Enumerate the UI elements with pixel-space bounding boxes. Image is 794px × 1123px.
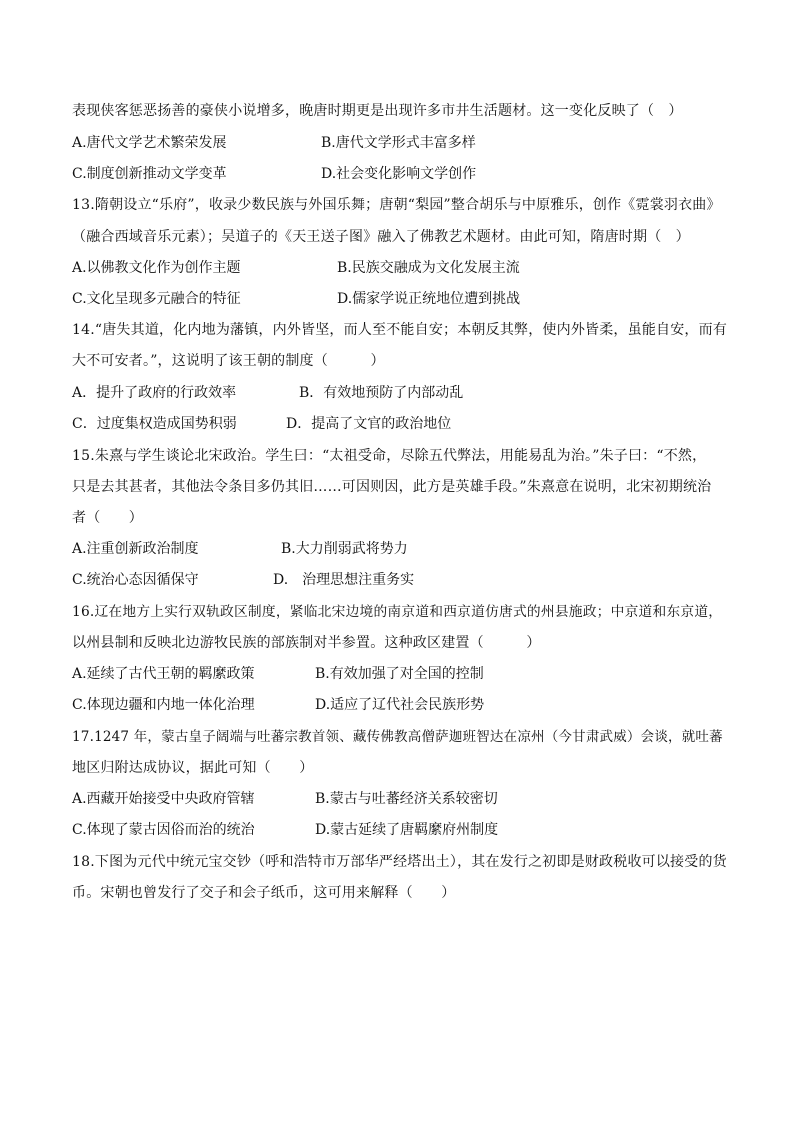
q14-stem-line-1: 14.“唐失其道，化内地为藩镇，内外皆坚，而人至不能自安；本朝反其弊，使内外皆柔，虽能自安，而有	[72, 322, 728, 338]
q16-option-b: B.有效加强了对全国的控制	[315, 666, 484, 682]
q15-option-a: A.注重创新政治制度	[72, 541, 199, 557]
q14-option-c: C．过度集权造成国势积弱	[72, 416, 237, 432]
q13-option-d: D.儒家学说正统地位遭到挑战	[337, 291, 521, 307]
q17-option-a: A.西藏开始接受中央政府管辖	[72, 791, 255, 807]
q12-stem-line: 表现侠客惩恶扬善的豪侠小说增多，晚唐时期更是出现许多市井生活题材。这一变化反映了（ ）	[72, 103, 683, 119]
q12-option-c: C.制度创新推动文学变革	[72, 166, 227, 182]
q15-stem-line-3: 者（ ）	[72, 510, 143, 526]
q12-option-b: B.唐代文学形式丰富多样	[321, 135, 476, 151]
q12-option-d: D.社会变化影响文学创作	[321, 166, 477, 182]
q12-option-a: A.唐代文学艺术繁荣发展	[72, 135, 227, 151]
q16-option-c: C.体现边疆和内地一体化治理	[72, 697, 255, 713]
q13-option-b: B.民族交融成为文化发展主流	[337, 260, 520, 276]
q13-stem-line-2: （融合西域音乐元素）；吴道子的《天王送子图》融入了佛教艺术题材。由此可知，隋唐时期（ ）	[72, 229, 690, 245]
q15-option-c: C.统治心态因循保守	[72, 572, 199, 588]
q15-stem-line-2: 只是去其甚者，其他法令条目多仍其旧……可因则因，此方是英雄手段。”朱熹意在说明，北宋初期统治	[72, 479, 712, 495]
q16-stem-line-2: 以州县制和反映北边游牧民族的部族制对半参置。这种政区建置（ ）	[72, 635, 541, 651]
q13-option-a: A.以佛教文化作为创作主题	[72, 260, 241, 276]
q15-option-b: B.大力削弱武将势力	[281, 541, 408, 557]
q17-option-c: C.体现了蒙古因俗而治的统治	[72, 822, 255, 838]
q15-option-d: D. 治理思想注重务实	[273, 572, 415, 588]
q17-stem-line-2: 地区归附达成协议，据此可知（ ）	[72, 760, 314, 776]
q14-stem-line-2: 大不可安者。”，这说明了该王朝的制度（ ）	[72, 353, 385, 369]
q14-option-b: B．有效地预防了内部动乱	[299, 385, 464, 401]
q18-stem-line-2: 币。宋朝也曾发行了交子和会子纸币，这可用来解释（ ）	[72, 885, 456, 901]
q17-stem-line-1: 17.1247 年，蒙古皇子阔端与吐蕃宗教首领、藏传佛教高僧萨迦班智达在凉州（今甘肃武威）会谈，就吐蕃	[72, 729, 723, 745]
q16-option-d: D.适应了辽代社会民族形势	[315, 697, 485, 713]
q15-stem-line-1: 15.朱熹与学生谈论北宋政治。学生曰：“太祖受命，尽除五代弊法，用能易乱为治。”朱子曰：“不然，	[72, 448, 707, 464]
q17-option-d: D.蒙古延续了唐羁縻府州制度	[315, 822, 499, 838]
q14-option-a: A．提升了政府的行政效率	[72, 385, 237, 401]
q18-stem-line-1: 18.下图为元代中统元宝交钞（呼和浩特市万部华严经塔出土），其在发行之初即是财政税收可以接受的货	[72, 854, 727, 870]
q16-stem-line-1: 16.辽在地方上实行双轨政区制度，紧临北宋边境的南京道和西京道仿唐式的州县施政；中京道和东京道，	[72, 604, 723, 620]
q13-stem-line-1: 13.隋朝设立“乐府”，收录少数民族与外国乐舞；唐朝“梨园”整合胡乐与中原雅乐，创作《霓裳羽衣曲》	[72, 197, 721, 213]
q14-option-d: D．提高了文官的政治地位	[286, 416, 452, 432]
q16-option-a: A.延续了古代王朝的羁縻政策	[72, 666, 255, 682]
q13-option-c: C.文化呈现多元融合的特征	[72, 291, 241, 307]
q17-option-b: B.蒙古与吐蕃经济关系较密切	[315, 791, 498, 807]
